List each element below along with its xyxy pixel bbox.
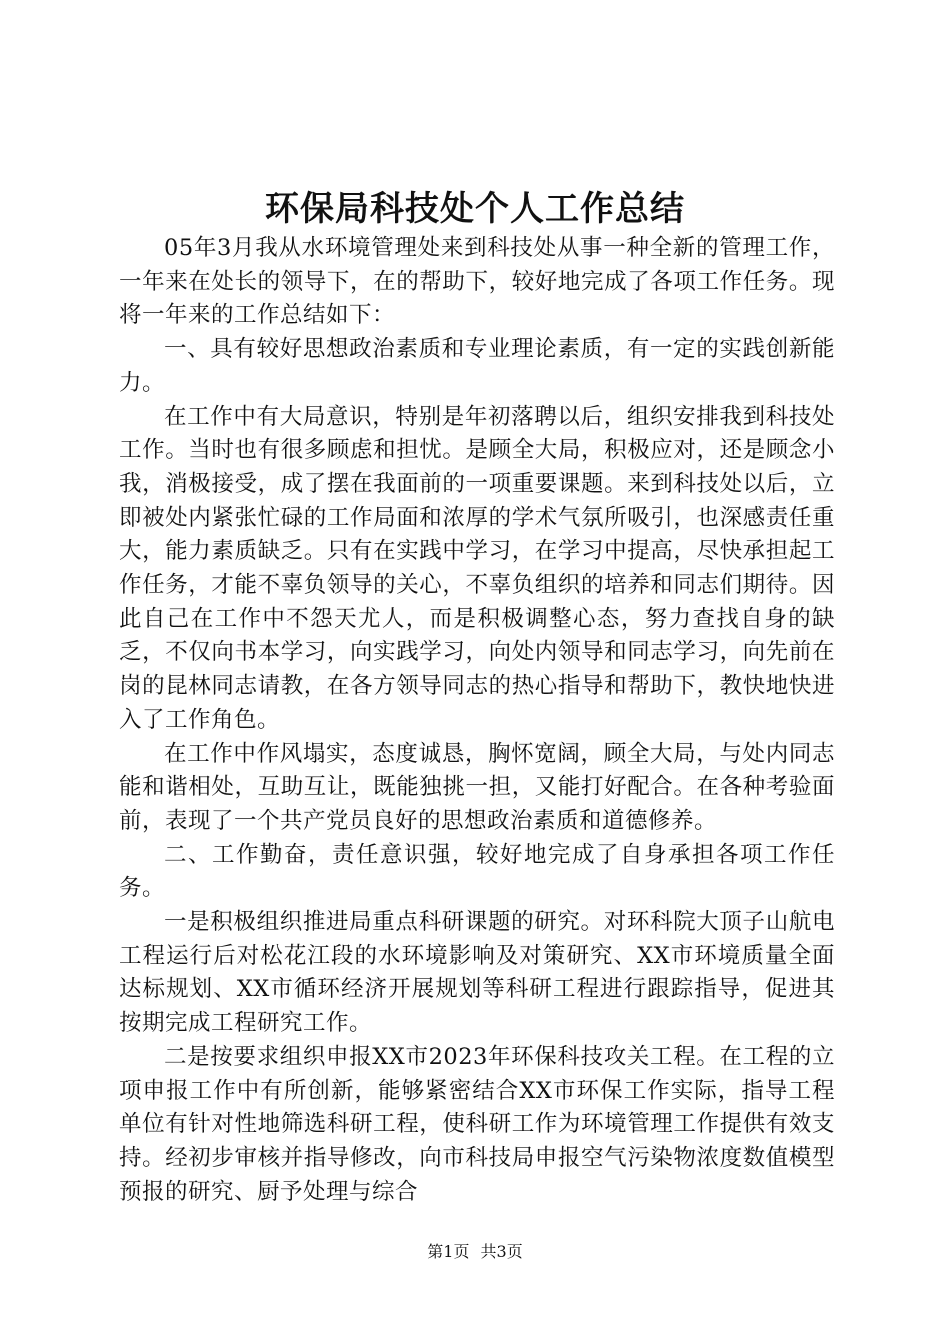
paragraph-work-style: 在工作中作风塌实，态度诚恳，胸怀宽阔，顾全大局，与处内同志能和谐相处，互助互让，既能独挑一担，又能打好配合。在各种考验面前，表现了一个共产党员良好的思想政治素质和道德修养。 bbox=[119, 740, 835, 834]
paragraph-section-2-heading: 二、工作勤奋，责任意识强，较好地完成了自身承担各项工作任务。 bbox=[119, 841, 835, 902]
page-footer bbox=[0, 1240, 950, 1264]
page-number: 第1页 bbox=[427, 1242, 470, 1261]
paragraph-section-1-heading: 一、具有较好思想政治素质和专业理论素质，有一定的实践创新能力。 bbox=[119, 336, 835, 396]
document-body bbox=[119, 232, 835, 1209]
page-total: 共3页 bbox=[480, 1242, 523, 1261]
paragraph-item-one: 一是积极组织推进局重点科研课题的研究。对环科院大顶子山航电工程运行后对松花江段的水环境影响及对策研究、XX市环境质量全面达标规划、XX市循环经济开展规划等科研工程进行跟踪指导，促进其按期完成工程研究工作。 bbox=[119, 909, 835, 1037]
paragraph-intro: 05年3月我从水环境管理处来到科技处从事一种全新的管理工作，一年来在处长的领导下，在的帮助下，较好地完成了各项工作任务。现将一年来的工作总结如下： bbox=[119, 235, 835, 329]
document-title: 环保局科技处个人工作总结 bbox=[265, 189, 685, 229]
paragraph-big-picture: 在工作中有大局意识，特别是年初落聘以后，组织安排我到科技处工作。当时也有很多顾虑和担忧。是顾全大局，积极应对，还是顾念小我，消极接受，成了摆在我面前的一项重要课题。来到科技处以后，立即被处内紧张忙碌的工作局面和浓厚的学术气氛所吸引，也深感责任重大，能力素质缺乏。只有在实践中学习，在学习中提高，尽快承担起工作任务，才能不辜负领导的关心，不辜负组织的培养和同志们期待。因此自己在工作中不怨天尤人，而是积极调整心态，努力查找自身的缺乏，不仅向书本学习，向实践学习，向处内领导和同志学习，向先前在岗的昆林同志请教，在各方领导同志的热心指导和帮助下，教快地快进入了工作角色。 bbox=[119, 403, 835, 733]
paragraph-item-two: 二是按要求组织申报XX市2023年环保科技攻关工程。在工程的立项申报工作中有所创新，能够紧密结合XX市环保工作实际，指导工程单位有针对性地筛选科研工程，使科研工作为环境管理工作提供有效支持。经初步审核并指导修改，向市科技局申报空气污染物浓度数值模型预报的研究、厨予处理与综合 bbox=[119, 1043, 835, 1205]
